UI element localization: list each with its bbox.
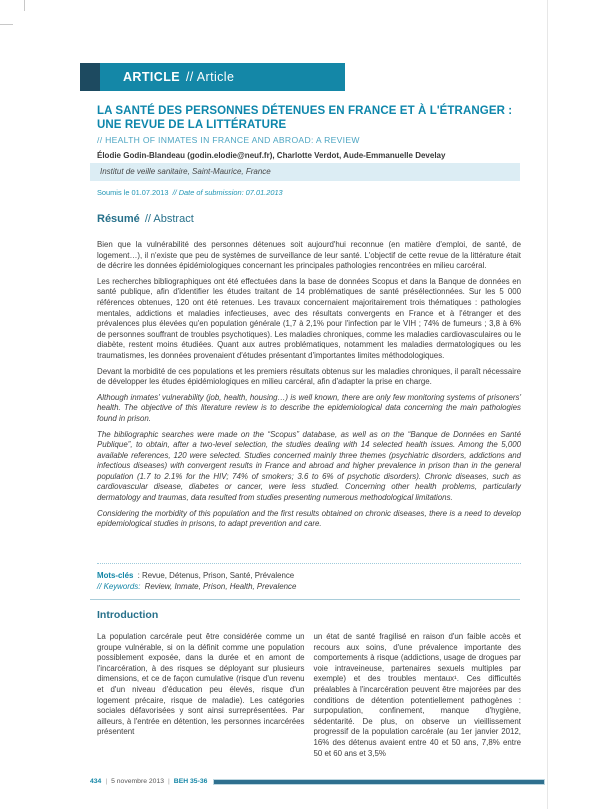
keywords-label-fr: Mots-clés: [97, 571, 134, 580]
crop-mark-vertical: [24, 0, 25, 11]
footer-issue: BEH 35-36: [173, 778, 208, 785]
abstract-heading-en: // Abstract: [144, 213, 194, 225]
footer-page-number: 434: [90, 778, 102, 785]
submission-line: [97, 188, 283, 197]
introduction-body: [97, 632, 521, 759]
footer-date: 5 novembre 2013: [111, 778, 165, 785]
article-banner: [80, 63, 345, 91]
submission-date-fr: Soumis le 01.07.2013: [97, 188, 169, 197]
introduction-heading: Introduction: [97, 609, 159, 621]
abstract-fr-paragraph-3: Devant la morbidité de ces populations et les premiers résultats obtenus sur les maladies chroniques, il paraît nécessaire de développer les études épidémiologiques en milieu carcéral, afin d'adapter la prise en charge.: [97, 366, 521, 387]
authors-line: Élodie Godin-Blandeau (godin.elodie@neuf.fr), Charlotte Verdot, Aude-Emmanuelle Develay: [97, 151, 446, 160]
abstract-heading-fr: Résumé: [97, 213, 140, 225]
keywords-line-fr: [97, 571, 521, 580]
introduction-column-left: La population carcérale peut être considérée comme un groupe vulnérable, si on la définit comme une population possiblement exposée, dans la durée et en amont de l'incarcération, à des risques se déployant sur plusieurs dimensions, et ce de façon cumulative (risque d'un revenu et d'un niveau d'éducation peu élevés, risque d'un logement précaire, risque de maladie). Les catégories sociales défavorisées y sont ainsi surreprésentées. Par ailleurs, à l'entrée en détention, les personnes incarcérées présentent: [97, 632, 305, 737]
article-title-en: // HEALTH OF INMATES IN FRANCE AND ABROAD: A REVIEW: [97, 135, 360, 145]
banner-label-en: // Article: [185, 70, 235, 84]
section-divider: [90, 599, 520, 600]
page-footer: [90, 778, 545, 785]
article-title-fr: LA SANTÉ DES PERSONNES DÉTENUES EN FRANCE ET À L'ÉTRANGER : UNE REVUE DE LA LITTÉRATURE: [97, 105, 513, 131]
banner-label-fr: ARTICLE: [123, 70, 180, 84]
keywords-text-en: Review, Inmate, Prison, Health, Prevalence: [144, 582, 297, 591]
introduction-column-right: un état de santé fragilisé en raison d'un faible accès et recours aux soins, d'une prévalence importante des comportements à risque (addictions, usage de drogues par voie intraveineuse, partenaires sexuels multiples par exemple) et des troubles mentaux¹. Ces difficultés préalables à l'incarcération peuvent être majorées par des conditions de détention potentiellement pathogènes : surpopulation, confinement, manque d'hygiène, sédentarité. De plus, on observe un vieillissement progressif de la population carcérale (au 1er janvier 2012, 16% des détenus avaient entre 40 et 50 ans, 7,8% entre 50 et 60 ans et 3,5%: [313, 632, 521, 758]
abstract-body: [97, 240, 521, 535]
abstract-en-paragraph-2: The bibliographic searches were made on the “Scopus” database, as well as on the “Banque de Données en Santé Publique”, to obtain, after a two-level selection, the studies dealing with 14 selected health issues. Among the 5,000 available references, 120 were selected. Studies concerned mainly three themes (psychiatric disorders, addictions and infectious diseases) with convergent results in France and abroad and higher prevalence in prison than in the general population (1.7 to 2.1% for the HIV; 74% of smokers; 3.6 to 6% of psychotic disorders). Chronic diseases, such as cardiovascular disease, diabetes or cancer, were less studied. Concerning other health problems, particularly dermatology and traumas, data resulted from studies presenting numerous methodological limitations.: [97, 429, 521, 503]
keywords-line-en: [97, 582, 521, 591]
footer-bar: [213, 779, 545, 785]
crop-mark-horizontal: [0, 24, 13, 25]
submission-date-en: // Date of submission: 07.01.2013: [172, 188, 283, 197]
affiliation-bar: Institut de veille sanitaire, Saint-Maurice, France: [90, 163, 520, 181]
banner-bar: [100, 63, 345, 91]
abstract-english: [97, 393, 521, 530]
page-trim-line: [547, 0, 548, 809]
abstract-fr-paragraph-2: Les recherches bibliographiques ont été effectuées dans la base de données Scopus et dans la Banque de données en santé publique, afin d'identifier les études traitant de 14 problématiques de santé présélectionnées. Sur les 5 000 références obtenues, 120 ont été retenues. Les travaux concernaient majoritairement trois thématiques : pathologies mentales, addictions et maladies infectieuses, avec des résultats convergents en France et à l'étranger et des prévalences plus élevées qu'en population générale (1,7 à 2,1% pour l'infection par le VIH ; 74% de fumeurs ; 3,8 à 6% de personnes souffrant de troubles psychotiques). Les maladies chroniques, comme les maladies cardiovasculaires ou le diabète, restent moins étudiées. Quant aux autres problématiques, notamment les maladies dermatologiques ou les traumatismes, les données provenaient d'études présentant d'importantes limites méthodologiques.: [97, 276, 521, 360]
abstract-french: [97, 240, 521, 388]
abstract-heading: [97, 213, 194, 225]
footer-separator: |: [105, 778, 108, 785]
keywords-text-fr: : Revue, Détenus, Prison, Santé, Prévalence: [137, 571, 295, 580]
abstract-fr-paragraph-1: Bien que la vulnérabilité des personnes détenues soit aujourd'hui reconnue (en matière d'emploi, de santé, de logement…), il n'existe que peu de systèmes de surveillance de leur santé. L'objectif de cette revue de la littérature était de décrire les données épidémiologiques concernant les principales pathologies rencontrées en milieu carcéral.: [97, 240, 521, 271]
keywords-label-en: // Keywords:: [97, 582, 141, 591]
banner-accent-square: [80, 63, 100, 91]
abstract-en-paragraph-3: Considering the morbidity of this population and the first results obtained on chronic diseases, there is a need to develop epidemiological studies in prisons, to adapt prevention and care.: [97, 508, 521, 529]
dotted-separator: [97, 563, 521, 564]
footer-separator: |: [168, 778, 170, 785]
abstract-en-paragraph-1: Although inmates' vulnerability (job, health, housing…) is well known, there are only few monitoring systems of prisoners' health. The objective of this literature review is to describe the epidemiological data concerning the main pathologies found in prison.: [97, 392, 521, 423]
